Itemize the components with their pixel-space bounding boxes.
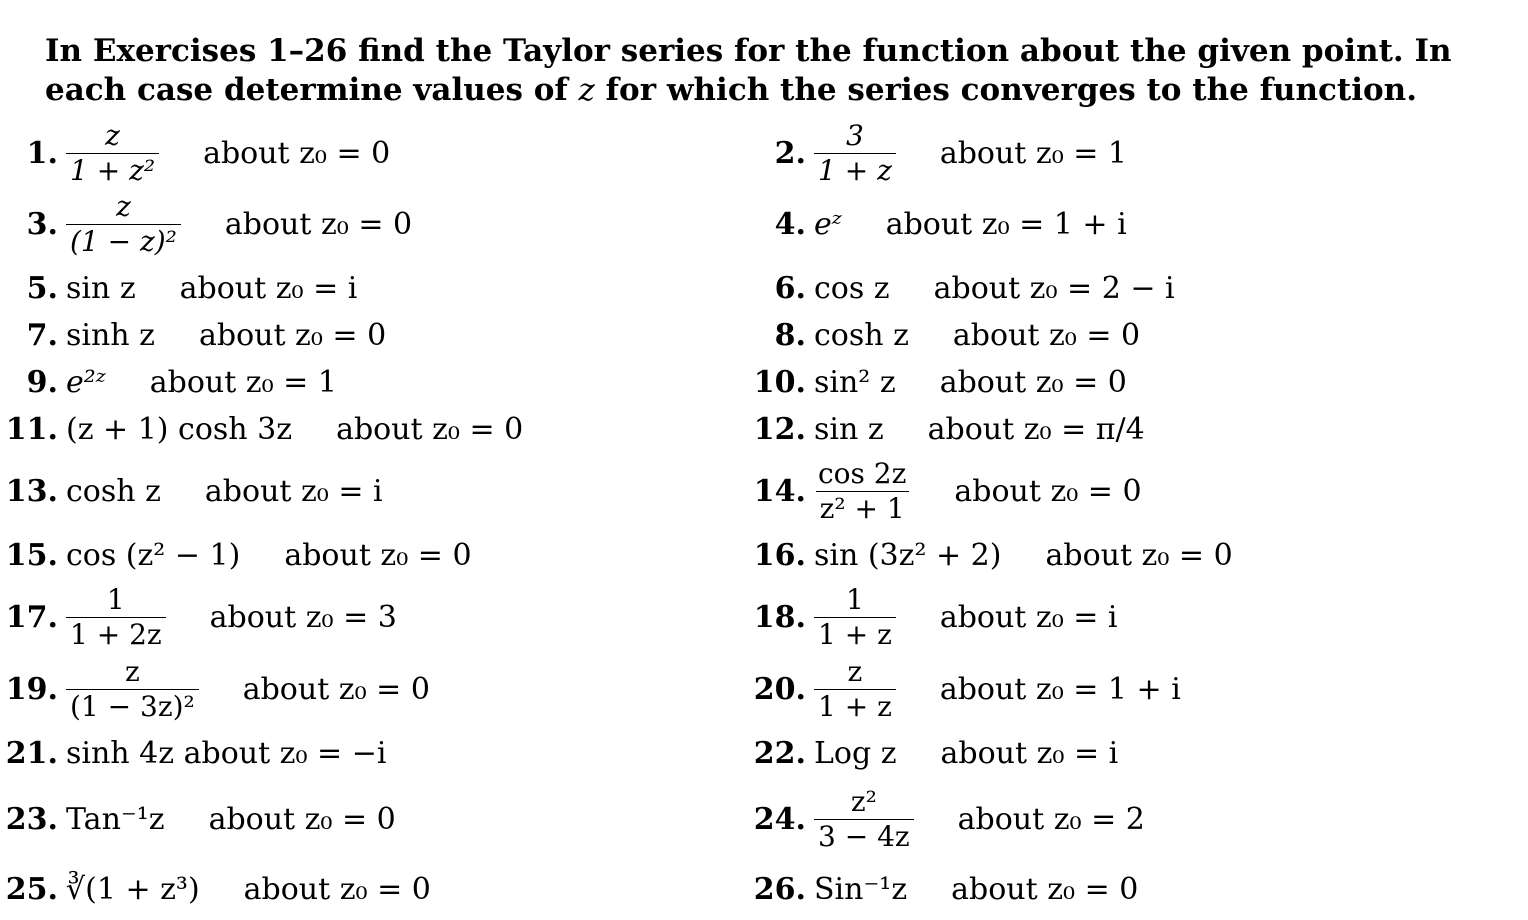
expansion-point: about z₀ = 1 [149, 364, 337, 400]
exercise-fraction [814, 582, 896, 651]
heading-variable: z [578, 72, 595, 108]
exercise-expression: sin z [814, 411, 884, 447]
exercise-24 [748, 784, 1145, 853]
exercise-1 [0, 118, 391, 187]
exercise-13 [0, 466, 383, 516]
denominator: 1 + 2z [66, 617, 166, 650]
exercise-number: 22. [753, 735, 806, 771]
expansion-point: about z₀ = 1 + i [885, 206, 1127, 242]
exercise-16 [748, 530, 1233, 580]
exercise-14 [748, 456, 1142, 525]
numerator: cos 2z [818, 456, 907, 490]
exercise-expression: sinh 4z about z₀ = −i [66, 735, 387, 771]
exercise-2 [748, 118, 1128, 187]
exercise-number: 25. [5, 871, 58, 907]
exercise-number: 17. [5, 599, 58, 635]
exercise-expression: sin z [66, 270, 136, 306]
expansion-point: about z₀ = 0 [1045, 537, 1233, 573]
expansion-point: about z₀ = 0 [224, 206, 413, 242]
exercise-expression: cos (z² − 1) [66, 537, 241, 573]
exercise-number: 4. [774, 206, 806, 242]
exercise-number: 18. [753, 599, 806, 635]
expansion-point: about z₀ = 0 [939, 364, 1127, 400]
exercise-22 [748, 728, 1118, 778]
exercise-12 [748, 404, 1145, 454]
expansion-point: about z₀ = 0 [203, 135, 391, 171]
exercise-number: 24. [753, 801, 806, 837]
exercise-number: 23. [5, 801, 58, 837]
expansion-point: about z₀ = i [939, 599, 1118, 635]
expansion-point: about z₀ = 0 [952, 317, 1141, 353]
exercise-expression: sin (3z² + 2) [814, 537, 1002, 573]
exercise-6 [748, 263, 1175, 313]
exercise-number: 10. [753, 364, 806, 400]
denominator: z² + 1 [816, 491, 909, 524]
exercise-number: 12. [753, 411, 806, 447]
expansion-point: about z₀ = 2 − i [933, 270, 1175, 306]
numerator: 3 [846, 118, 864, 152]
exercise-number: 9. [26, 364, 58, 400]
exercise-number: 15. [5, 537, 58, 573]
expansion-point: about z₀ = 1 + i [939, 671, 1181, 707]
denominator: 1 + z [814, 689, 896, 722]
exercise-fraction [814, 118, 896, 187]
exercise-25 [0, 864, 431, 914]
exercise-10 [748, 357, 1127, 407]
exercise-expression: ∛(1 + z³) [66, 871, 200, 907]
exercise-expression: (z + 1) cosh 3z [66, 411, 293, 447]
exercise-fraction [66, 654, 199, 723]
exercise-fraction [814, 784, 914, 853]
expansion-point: about z₀ = i [204, 473, 383, 509]
exercise-number: 8. [774, 317, 806, 353]
exercise-fraction [66, 189, 181, 258]
expansion-point: about z₀ = 0 [954, 473, 1142, 509]
denominator: 1 + z [814, 153, 896, 186]
denominator: (1 − z)² [66, 224, 181, 257]
exercise-number: 11. [5, 411, 58, 447]
exercise-11 [0, 404, 523, 454]
exercise-number: 16. [753, 537, 806, 573]
expansion-point: about z₀ = 0 [284, 537, 472, 573]
expansion-point: about z₀ = 1 [939, 135, 1128, 171]
expansion-point: about z₀ = 0 [198, 317, 387, 353]
exercise-15 [0, 530, 472, 580]
exercise-expression: Tan⁻¹z [66, 801, 165, 837]
expansion-point: about z₀ = i [940, 735, 1119, 771]
expansion-point: about z₀ = 0 [242, 671, 430, 707]
denominator: 1 + z [814, 617, 896, 650]
exercise-9 [0, 357, 337, 407]
exercise-number: 5. [26, 270, 58, 306]
expansion-point: about z₀ = 0 [243, 871, 431, 907]
exercise-8 [748, 310, 1140, 360]
exercise-expression: cos z [814, 270, 890, 306]
denominator: 1 + z² [66, 153, 159, 186]
exercise-fraction [814, 456, 910, 525]
exercise-number: 14. [753, 473, 806, 509]
exercise-26 [748, 864, 1138, 914]
exercise-number: 6. [774, 270, 806, 306]
exercise-expression: eᶻ [814, 206, 842, 242]
exercise-4 [748, 199, 1127, 249]
exercise-fraction [66, 118, 159, 187]
exercise-expression: cosh z [66, 473, 161, 509]
exercise-expression: e²ᶻ [66, 364, 106, 400]
numerator: z [105, 118, 120, 152]
exercise-number: 21. [5, 735, 58, 771]
exercise-17 [0, 582, 397, 651]
exercise-fraction [814, 654, 896, 723]
exercise-7 [0, 310, 386, 360]
heading-part2: for which the series converges to the function. [594, 72, 1418, 108]
expansion-point: about z₀ = 0 [208, 801, 396, 837]
numerator: z [124, 654, 140, 688]
expansion-point: about z₀ = 0 [951, 871, 1139, 907]
heading-part1: In Exercises 1–26 find the Taylor series for the function about the given point. In each case determine values of [45, 33, 1452, 108]
expansion-point: about z₀ = π/4 [927, 411, 1145, 447]
denominator: 3 − 4z [814, 819, 914, 852]
exercise-number: 26. [753, 871, 806, 907]
exercise-number: 13. [5, 473, 58, 509]
numerator: z [847, 654, 863, 688]
exercise-number: 20. [753, 671, 806, 707]
exercise-number: 7. [26, 317, 58, 353]
exercise-21 [0, 728, 386, 778]
expansion-point: about z₀ = 2 [957, 801, 1145, 837]
exercise-23 [0, 794, 396, 844]
denominator: (1 − 3z)² [66, 689, 199, 722]
numerator: 1 [846, 582, 864, 616]
instructions-heading [45, 32, 1485, 110]
expansion-point: about z₀ = 0 [336, 411, 524, 447]
exercise-number: 3. [26, 206, 58, 242]
exercise-5 [0, 263, 357, 313]
exercise-expression: sin² z [814, 364, 896, 400]
exercise-fraction [66, 582, 166, 651]
exercise-expression: Log z [814, 735, 897, 771]
exercise-18 [748, 582, 1118, 651]
numerator: 1 [106, 582, 125, 616]
expansion-point: about z₀ = 3 [209, 599, 397, 635]
numerator: z² [850, 784, 877, 818]
exercise-20 [748, 654, 1181, 723]
expansion-point: about z₀ = i [179, 270, 358, 306]
exercise-expression: Sin⁻¹z [814, 871, 908, 907]
exercise-expression: sinh z [66, 317, 155, 353]
exercise-3 [0, 189, 413, 258]
exercise-19 [0, 654, 430, 723]
exercise-number: 19. [5, 671, 58, 707]
numerator: z [116, 189, 131, 223]
exercise-number: 1. [26, 135, 58, 171]
exercise-number: 2. [774, 135, 806, 171]
exercise-expression: cosh z [814, 317, 909, 353]
